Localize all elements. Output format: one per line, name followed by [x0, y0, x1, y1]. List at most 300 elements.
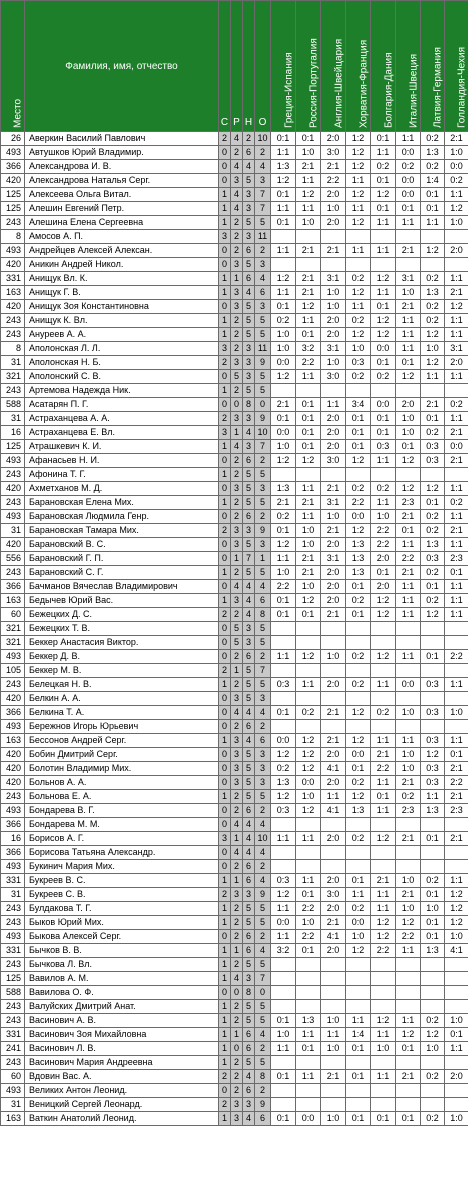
- cell-place: 331: [1, 944, 25, 958]
- cell-match: [271, 468, 296, 482]
- cell-match: 1:1: [371, 216, 396, 230]
- cell-place: 493: [1, 720, 25, 734]
- cell-match: [371, 720, 396, 734]
- cell-match: [445, 1000, 468, 1014]
- table-row: [1, 356, 468, 370]
- cell-match: 0:2: [421, 566, 445, 580]
- cell-match: 1:1: [296, 832, 321, 846]
- cell-match: [346, 258, 371, 272]
- cell-match: 3:0: [321, 888, 346, 902]
- cell-stat: 4: [243, 1112, 255, 1126]
- cell-match: 1:1: [271, 1042, 296, 1056]
- cell-name: Вдовин Вас. А.: [25, 1070, 219, 1084]
- cell-match: 0:1: [296, 132, 321, 146]
- cell-match: 1:1: [271, 832, 296, 846]
- cell-match: 0:1: [371, 412, 396, 426]
- cell-match: 4:1: [321, 804, 346, 818]
- cell-match: 1:2: [346, 216, 371, 230]
- cell-match: 1:2: [371, 1014, 396, 1028]
- cell-match: 1:3: [346, 804, 371, 818]
- cell-match: 1:2: [346, 132, 371, 146]
- cell-place: 243: [1, 1056, 25, 1070]
- cell-match: 0:3: [421, 678, 445, 692]
- cell-match: [271, 1098, 296, 1112]
- cell-match: 0:1: [346, 1042, 371, 1056]
- cell-stat: 5: [243, 916, 255, 930]
- cell-match: 0:0: [371, 398, 396, 412]
- cell-place: 125: [1, 440, 25, 454]
- cell-place: 321: [1, 370, 25, 384]
- cell-points: 5: [255, 678, 271, 692]
- cell-match: 1:0: [271, 440, 296, 454]
- cell-stat: 4: [243, 1070, 255, 1084]
- cell-points: 5: [255, 902, 271, 916]
- cell-stat: 0: [219, 538, 231, 552]
- cell-points: 2: [255, 1042, 271, 1056]
- cell-stat: 3: [243, 230, 255, 244]
- table-row: [1, 902, 468, 916]
- cell-stat: 0: [219, 930, 231, 944]
- cell-stat: 1: [219, 1000, 231, 1014]
- cell-stat: 5: [243, 566, 255, 580]
- cell-match: 0:0: [271, 916, 296, 930]
- cell-match: 1:1: [271, 552, 296, 566]
- cell-stat: 5: [243, 468, 255, 482]
- table-row: [1, 692, 468, 706]
- cell-points: 4: [255, 272, 271, 286]
- cell-stat: 1: [219, 496, 231, 510]
- cell-place: 493: [1, 146, 25, 160]
- cell-place: 163: [1, 286, 25, 300]
- cell-points: 2: [255, 244, 271, 258]
- table-header: [1, 1, 468, 132]
- cell-points: 4: [255, 1028, 271, 1042]
- cell-match: 1:1: [296, 678, 321, 692]
- table-row: [1, 496, 468, 510]
- cell-match: [271, 958, 296, 972]
- cell-name: Артемова Надежда Ник.: [25, 384, 219, 398]
- cell-match: [321, 1056, 346, 1070]
- cell-stat: 2: [231, 720, 243, 734]
- cell-points: 9: [255, 356, 271, 370]
- cell-points: 5: [255, 496, 271, 510]
- header-match-2: Россия-Португалия: [296, 1, 321, 132]
- cell-match: 1:1: [421, 370, 445, 384]
- cell-stat: 5: [243, 300, 255, 314]
- cell-stat: 2: [219, 132, 231, 146]
- cell-place: 243: [1, 678, 25, 692]
- cell-match: 1:1: [296, 314, 321, 328]
- cell-name: Букинич Мария Мих.: [25, 860, 219, 874]
- cell-match: 2:1: [271, 398, 296, 412]
- cell-match: 0:0: [271, 356, 296, 370]
- cell-match: 2:2: [296, 356, 321, 370]
- cell-stat: 4: [243, 594, 255, 608]
- cell-match: 2:3: [445, 804, 468, 818]
- cell-stat: 6: [243, 804, 255, 818]
- cell-points: 6: [255, 734, 271, 748]
- cell-points: 5: [255, 566, 271, 580]
- cell-stat: 2: [231, 916, 243, 930]
- cell-stat: 2: [219, 888, 231, 902]
- cell-match: [321, 636, 346, 650]
- cell-match: [421, 818, 445, 832]
- cell-name: Васинович Л. В.: [25, 1042, 219, 1056]
- cell-match: [445, 972, 468, 986]
- cell-stat: 5: [231, 636, 243, 650]
- cell-stat: 3: [231, 356, 243, 370]
- cell-match: 1:1: [371, 734, 396, 748]
- cell-match: 1:0: [296, 790, 321, 804]
- cell-name: Барановская Елена Мих.: [25, 496, 219, 510]
- cell-stat: 4: [243, 160, 255, 174]
- cell-stat: 5: [243, 902, 255, 916]
- cell-match: [296, 818, 321, 832]
- cell-stat: 0: [219, 258, 231, 272]
- cell-points: 4: [255, 944, 271, 958]
- cell-stat: 5: [243, 384, 255, 398]
- cell-place: 243: [1, 1014, 25, 1028]
- cell-match: 2:2: [296, 930, 321, 944]
- cell-match: 1:2: [346, 286, 371, 300]
- cell-match: 2:0: [321, 412, 346, 426]
- cell-match: [346, 986, 371, 1000]
- cell-place: 125: [1, 188, 25, 202]
- cell-match: [421, 1056, 445, 1070]
- cell-place: 420: [1, 300, 25, 314]
- cell-match: 3:0: [321, 454, 346, 468]
- cell-name: Барановский Г. П.: [25, 552, 219, 566]
- cell-match: 2:0: [321, 594, 346, 608]
- cell-name: Бычков В. В.: [25, 944, 219, 958]
- cell-match: [296, 846, 321, 860]
- cell-match: [371, 1000, 396, 1014]
- cell-match: 1:2: [421, 608, 445, 622]
- header-match-5: Болгария-Дания: [371, 1, 396, 132]
- header-match-4: Хорватия-Франция: [346, 1, 371, 132]
- cell-match: 2:1: [445, 832, 468, 846]
- cell-stat: 3: [231, 1112, 243, 1126]
- cell-place: 493: [1, 244, 25, 258]
- cell-name: Ваткин Анатолий Леонид.: [25, 1112, 219, 1126]
- table-row: [1, 944, 468, 958]
- cell-match: 1:0: [421, 1042, 445, 1056]
- cell-match: 2:1: [296, 552, 321, 566]
- table-row: [1, 1056, 468, 1070]
- cell-match: [371, 258, 396, 272]
- cell-match: 1:0: [321, 1042, 346, 1056]
- cell-stat: 5: [243, 664, 255, 678]
- cell-match: [346, 230, 371, 244]
- cell-match: 0:0: [271, 426, 296, 440]
- cell-match: 0:1: [346, 1070, 371, 1084]
- cell-name: Андрейцев Алексей Алексан.: [25, 244, 219, 258]
- cell-match: 2:1: [321, 244, 346, 258]
- cell-match: 1:1: [396, 594, 421, 608]
- cell-match: 2:1: [296, 286, 321, 300]
- cell-match: 2:1: [396, 888, 421, 902]
- cell-match: [271, 664, 296, 678]
- cell-points: 3: [255, 174, 271, 188]
- cell-match: 0:1: [371, 174, 396, 188]
- cell-name: Ахметханов М. Д.: [25, 482, 219, 496]
- cell-match: 0:2: [445, 496, 468, 510]
- cell-match: 1:4: [346, 1028, 371, 1042]
- cell-place: 241: [1, 1042, 25, 1056]
- cell-match: [321, 1098, 346, 1112]
- cell-match: 2:0: [321, 902, 346, 916]
- cell-place: 366: [1, 706, 25, 720]
- cell-match: 0:0: [396, 174, 421, 188]
- cell-stat: 1: [231, 552, 243, 566]
- cell-match: 0:1: [296, 426, 321, 440]
- cell-stat: 4: [231, 846, 243, 860]
- cell-match: 2:2: [445, 776, 468, 790]
- cell-stat: 6: [243, 510, 255, 524]
- cell-match: 2:0: [321, 426, 346, 440]
- cell-points: 10: [255, 832, 271, 846]
- table-row: [1, 328, 468, 342]
- cell-stat: 5: [243, 482, 255, 496]
- cell-stat: 5: [243, 1056, 255, 1070]
- cell-match: 1:1: [346, 300, 371, 314]
- cell-stat: 0: [231, 1042, 243, 1056]
- cell-match: 1:2: [346, 146, 371, 160]
- cell-stat: 1: [219, 594, 231, 608]
- cell-stat: 3: [243, 440, 255, 454]
- cell-points: 2: [255, 1084, 271, 1098]
- cell-match: 1:1: [371, 888, 396, 902]
- cell-name: Больнова Е. А.: [25, 790, 219, 804]
- cell-points: 3: [255, 300, 271, 314]
- cell-match: 1:1: [445, 580, 468, 594]
- cell-name: Булдакова Т. Г.: [25, 902, 219, 916]
- cell-match: 1:1: [371, 1070, 396, 1084]
- cell-match: 1:1: [371, 496, 396, 510]
- cell-stat: 1: [219, 874, 231, 888]
- cell-points: 4: [255, 818, 271, 832]
- cell-name: Болотин Владимир Мих.: [25, 762, 219, 776]
- cell-name: Аполонская Н. Б.: [25, 356, 219, 370]
- cell-match: 1:2: [371, 608, 396, 622]
- cell-match: [396, 1098, 421, 1112]
- cell-match: [445, 846, 468, 860]
- cell-stat: 3: [231, 762, 243, 776]
- cell-match: 2:3: [396, 804, 421, 818]
- cell-match: [321, 622, 346, 636]
- cell-match: 1:2: [421, 244, 445, 258]
- cell-match: [271, 692, 296, 706]
- cell-name: Бачманов Вячеслав Владимирович: [25, 580, 219, 594]
- cell-match: 0:0: [445, 160, 468, 174]
- cell-match: 1:2: [346, 454, 371, 468]
- cell-match: 1:2: [371, 594, 396, 608]
- cell-stat: 6: [243, 874, 255, 888]
- cell-match: [445, 664, 468, 678]
- cell-stat: 0: [219, 636, 231, 650]
- cell-match: 1:1: [296, 370, 321, 384]
- table-row: [1, 426, 468, 440]
- cell-match: [396, 1056, 421, 1070]
- header-match-6: Италия-Швеция: [396, 1, 421, 132]
- cell-match: 1:1: [445, 1042, 468, 1056]
- cell-match: 1:0: [445, 1014, 468, 1028]
- cell-stat: 3: [243, 622, 255, 636]
- cell-match: 1:4: [421, 174, 445, 188]
- cell-match: 2:0: [445, 244, 468, 258]
- cell-match: 1:0: [296, 524, 321, 538]
- table-row: [1, 916, 468, 930]
- cell-stat: 5: [243, 1014, 255, 1028]
- cell-place: 243: [1, 468, 25, 482]
- cell-match: 0:2: [346, 678, 371, 692]
- cell-match: 1:1: [371, 776, 396, 790]
- cell-match: 1:1: [346, 244, 371, 258]
- cell-stat: 1: [219, 286, 231, 300]
- cell-match: [321, 860, 346, 874]
- cell-name: Беккер Анастасия Виктор.: [25, 636, 219, 650]
- cell-name: Васинович Мария Андреевна: [25, 1056, 219, 1070]
- cell-match: 1:2: [421, 482, 445, 496]
- cell-name: Астраханцева Е. Вл.: [25, 426, 219, 440]
- cell-match: 2:2: [371, 538, 396, 552]
- cell-name: Анищук К. Вл.: [25, 314, 219, 328]
- cell-stat: 6: [243, 944, 255, 958]
- cell-match: 1:2: [421, 356, 445, 370]
- cell-match: 1:1: [371, 1028, 396, 1042]
- cell-match: [371, 1098, 396, 1112]
- cell-match: [421, 230, 445, 244]
- cell-name: Вавилов А. М.: [25, 972, 219, 986]
- cell-stat: 2: [219, 524, 231, 538]
- cell-stat: 6: [243, 930, 255, 944]
- cell-match: [321, 818, 346, 832]
- cell-match: 1:1: [396, 734, 421, 748]
- cell-place: 31: [1, 524, 25, 538]
- cell-match: [445, 1056, 468, 1070]
- cell-points: 5: [255, 384, 271, 398]
- cell-match: 2:0: [321, 874, 346, 888]
- cell-stat: 1: [219, 468, 231, 482]
- cell-place: 243: [1, 384, 25, 398]
- cell-stat: 1: [219, 958, 231, 972]
- cell-match: 0:1: [421, 188, 445, 202]
- cell-match: 0:3: [346, 356, 371, 370]
- cell-stat: 2: [231, 146, 243, 160]
- cell-place: 493: [1, 1084, 25, 1098]
- cell-points: 2: [255, 804, 271, 818]
- cell-match: 1:0: [271, 328, 296, 342]
- cell-match: 1:1: [321, 1028, 346, 1042]
- cell-stat: 2: [231, 1084, 243, 1098]
- cell-match: [396, 1084, 421, 1098]
- table-row: [1, 958, 468, 972]
- cell-match: 1:1: [371, 678, 396, 692]
- cell-match: [371, 1084, 396, 1098]
- cell-place: 243: [1, 790, 25, 804]
- cell-stat: 4: [243, 706, 255, 720]
- cell-match: 2:0: [321, 188, 346, 202]
- cell-stat: 2: [231, 1014, 243, 1028]
- cell-place: 588: [1, 398, 25, 412]
- cell-match: 1:0: [445, 706, 468, 720]
- cell-stat: 3: [231, 300, 243, 314]
- cell-match: [346, 664, 371, 678]
- cell-match: [371, 860, 396, 874]
- cell-stat: 0: [219, 804, 231, 818]
- cell-match: 0:2: [421, 426, 445, 440]
- cell-place: 420: [1, 174, 25, 188]
- cell-match: [296, 468, 321, 482]
- table-row: [1, 594, 468, 608]
- cell-points: 5: [255, 1014, 271, 1028]
- cell-match: [396, 664, 421, 678]
- cell-stat: 6: [243, 146, 255, 160]
- table-row: [1, 832, 468, 846]
- table-row: [1, 930, 468, 944]
- cell-match: [371, 230, 396, 244]
- cell-match: 1:1: [445, 188, 468, 202]
- cell-match: 1:2: [346, 706, 371, 720]
- cell-stat: 5: [243, 776, 255, 790]
- cell-match: 0:1: [346, 1112, 371, 1126]
- cell-points: 8: [255, 1070, 271, 1084]
- table-row: [1, 258, 468, 272]
- cell-stat: 2: [231, 566, 243, 580]
- cell-match: 1:1: [371, 804, 396, 818]
- cell-match: [346, 860, 371, 874]
- cell-match: [271, 622, 296, 636]
- cell-stat: 1: [231, 944, 243, 958]
- cell-stat: 1: [219, 566, 231, 580]
- cell-match: 2:1: [445, 454, 468, 468]
- cell-match: [296, 1084, 321, 1098]
- cell-match: 1:2: [445, 888, 468, 902]
- cell-stat: 0: [219, 552, 231, 566]
- cell-match: 3:4: [346, 398, 371, 412]
- cell-points: 7: [255, 972, 271, 986]
- cell-points: 2: [255, 860, 271, 874]
- cell-match: 1:2: [445, 202, 468, 216]
- cell-match: [421, 1098, 445, 1112]
- cell-match: 0:2: [421, 132, 445, 146]
- cell-match: 1:0: [396, 426, 421, 440]
- cell-match: [445, 468, 468, 482]
- cell-match: [346, 384, 371, 398]
- cell-match: [346, 1098, 371, 1112]
- cell-name: Аникин Андрей Никол.: [25, 258, 219, 272]
- cell-stat: 3: [219, 342, 231, 356]
- cell-match: [346, 1056, 371, 1070]
- cell-stat: 3: [219, 832, 231, 846]
- cell-place: 60: [1, 1070, 25, 1084]
- cell-match: 2:1: [321, 916, 346, 930]
- cell-match: [371, 664, 396, 678]
- cell-match: [346, 468, 371, 482]
- cell-match: 1:0: [445, 1112, 468, 1126]
- cell-match: 1:2: [271, 370, 296, 384]
- table-row: [1, 1084, 468, 1098]
- header-place: Место: [1, 1, 25, 132]
- cell-place: 420: [1, 258, 25, 272]
- cell-match: [321, 1000, 346, 1014]
- cell-match: 2:2: [396, 930, 421, 944]
- cell-stat: 1: [219, 1056, 231, 1070]
- table-row: [1, 286, 468, 300]
- cell-match: 1:2: [396, 454, 421, 468]
- cell-match: [445, 622, 468, 636]
- table-row: [1, 846, 468, 860]
